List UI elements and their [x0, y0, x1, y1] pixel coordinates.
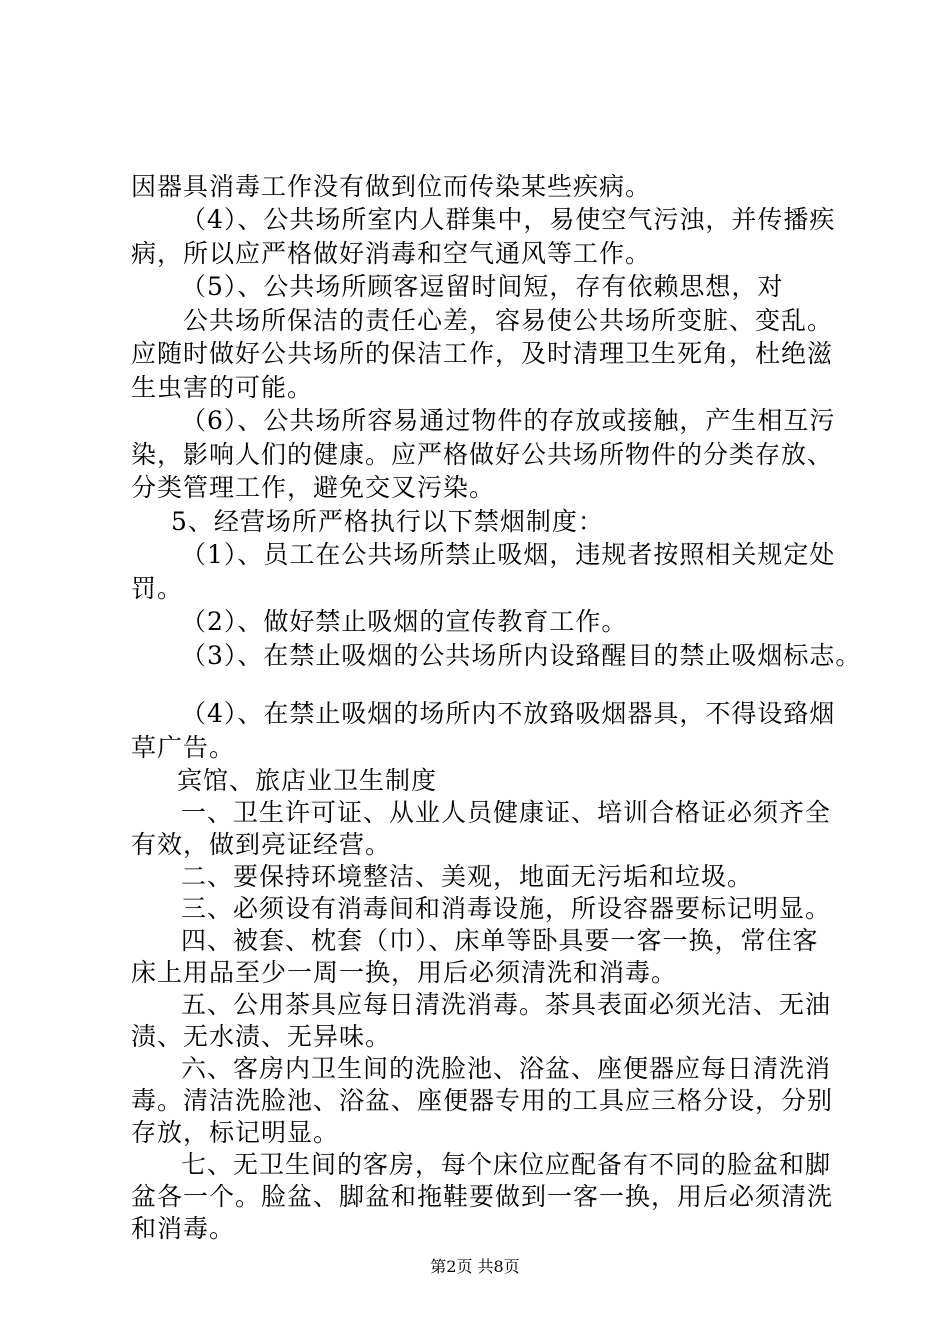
- text-line: （6）、公共场所容易通过物件的存放或接触，产生相互污: [181, 406, 836, 435]
- text-line: （1）、员工在公共场所禁止吸烟，违规者按照相关规定处: [181, 540, 836, 569]
- text-line: 五、公用茶具应每日清洗消毒。茶具表面必须光洁、无油: [181, 990, 832, 1019]
- text-line: 生虫害的可能。: [131, 373, 314, 402]
- text-line: 二、要保持环境整洁、美观，地面无污垢和垃圾。: [181, 862, 754, 891]
- section-heading: 宾馆、旅店业卫生制度: [177, 766, 438, 795]
- text-line: 三、必须设有消毒间和消毒设施，所设容器要标记明显。: [181, 894, 832, 923]
- text-line: （2）、做好禁止吸烟的宣传教育工作。: [181, 607, 628, 636]
- text-line: 七、无卫生间的客房，每个床位应配备有不同的脸盆和脚: [181, 1150, 832, 1179]
- text-line: 六、客房内卫生间的洗脸池、浴盆、座便器应每日清洗消: [181, 1054, 832, 1083]
- text-line: 和消毒。: [131, 1214, 236, 1243]
- text-line: （4）、在禁止吸烟的场所内不放臵吸烟器具，不得设臵烟: [181, 699, 836, 728]
- text-line: 盆各一个。脸盆、脚盆和拖鞋要做到一客一换，用后必须清洗: [131, 1182, 834, 1211]
- text-line: （4）、公共场所室内人群集中，易使空气污浊，并传播疾: [181, 205, 836, 234]
- text-line: 罚。: [131, 574, 184, 603]
- text-line: 因器具消毒工作没有做到位而传染某些疾病。: [131, 172, 652, 201]
- text-line: 存放，标记明显。: [131, 1118, 340, 1147]
- text-line: 公共场所保洁的责任心差，容易使公共场所变脏、变乱。: [183, 306, 834, 335]
- text-line: 一、卫生许可证、从业人员健康证、培训合格证必须齐全: [181, 798, 832, 827]
- text-line: 分类管理工作，避免交叉污染。: [131, 473, 496, 502]
- text-line: 渍、无水渍、无异味。: [131, 1022, 392, 1051]
- text-line: 毒。清洁洗脸池、浴盆、座便器专用的工具应三格分设，分别: [131, 1086, 834, 1115]
- text-line: 四、被套、枕套（巾）、床单等卧具要一客一换，常住客: [181, 926, 819, 955]
- text-line: 病，所以应严格做好消毒和空气通风等工作。: [131, 239, 652, 268]
- text-line: 染，影响人们的健康。应严格做好公共场所物件的分类存放、: [131, 440, 834, 469]
- text-line: （3）、在禁止吸烟的公共场所内设臵醒目的禁止吸烟标志。: [181, 641, 862, 670]
- text-line: 5、经营场所严格执行以下禁烟制度：: [171, 507, 604, 536]
- text-line: 有效，做到亮证经营。: [131, 830, 392, 859]
- text-line: （5）、公共场所顾客逗留时间短，存有依赖思想，对: [181, 272, 784, 301]
- text-line: 床上用品至少一周一换，用后必须清洗和消毒。: [131, 958, 678, 987]
- text-line: 应随时做好公共场所的保洁工作，及时清理卫生死角，杜绝滋: [131, 339, 834, 368]
- page-footer: 第2页 共8页: [430, 1257, 520, 1276]
- text-line: 草广告。: [131, 733, 236, 762]
